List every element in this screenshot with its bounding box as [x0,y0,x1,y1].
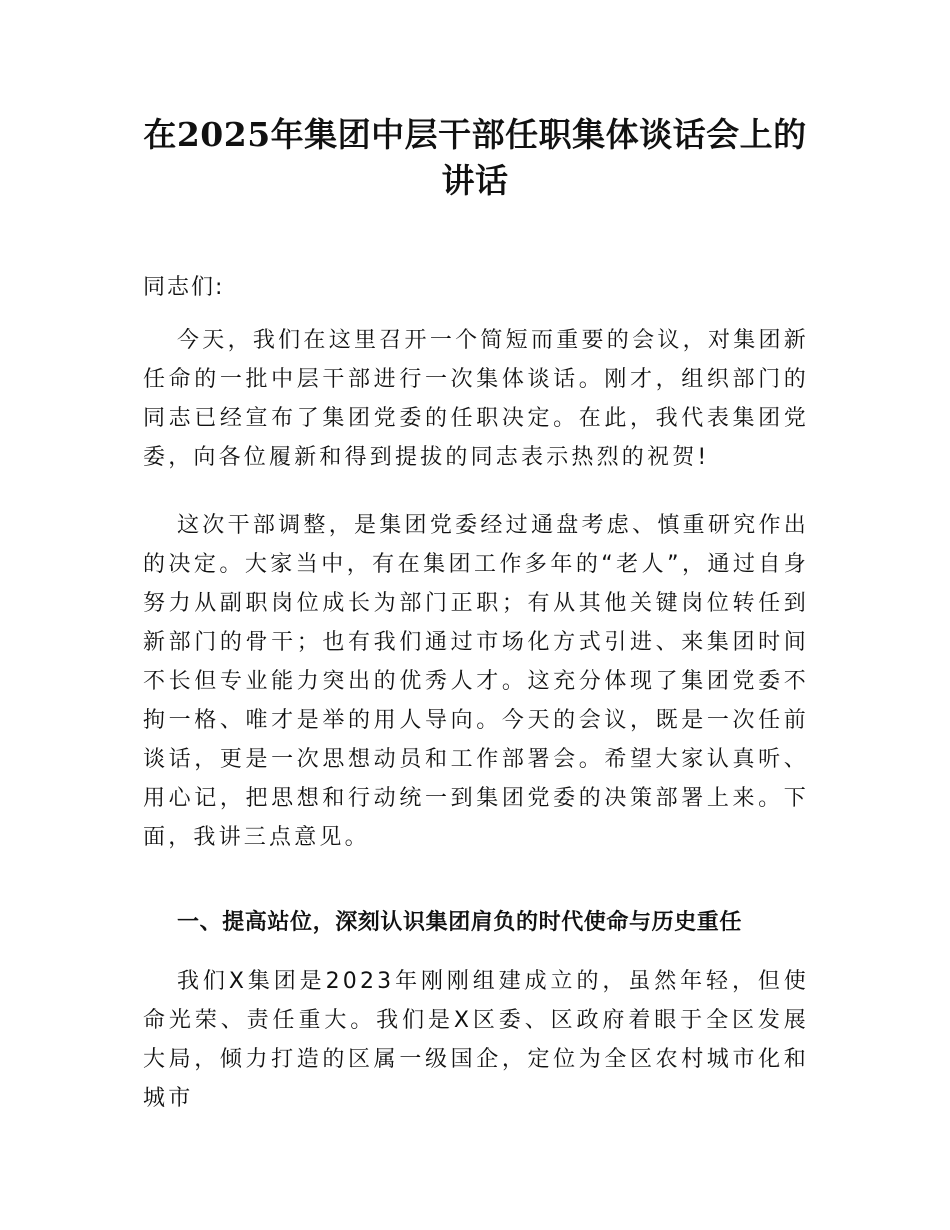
paragraph-opening: 今天，我们在这里召开一个简短而重要的会议，对集团新任命的一批中层干部进行一次集体谈话。刚才，组织部门的同志已经宣布了集团党委的任职决定。在此，我代表集团党委，向各位履新和得到提拔的同志表示热烈的祝贺! [143,328,809,470]
document-title-line-2: 讲话 [441,161,509,200]
paragraph-group-mission: 我们X集团是2023年刚刚组建成立的，虽然年轻，但使命光荣、责任重大。我们是X区委、区政府着眼于全区发展大局，倾力打造的区属一级国企，定位为全区农村城市化和城市 [143,969,809,1111]
paragraph-cadre-adjustment: 这次干部调整，是集团党委经过通盘考虑、慎重研究作出的决定。大家当中，有在集团工作多年的“老人”，通过自身努力从副职岗位成长为部门正职；有从其他关键岗位转任到新部门的骨干；也有我们通过市场化方式引进、来集团时间不长但专业能力突出的优秀人才。这充分体现了集团党委不拘一格、唯才是举的用人导向。今天的会议，既是一次任前谈话，更是一次思想动员和工作部署会。希望大家认真听、用心记，把思想和行动统一到集团党委的决策部署上来。下面，我讲三点意见。 [143,513,809,850]
salutation: 同志们: [143,275,225,300]
document-title [120,112,830,204]
document-title-line-1: 在2025年集团中层干部任职集体谈话会上的 [143,115,807,154]
section-heading-1: 一、提高站位，深刻认识集团肩负的时代使命与历史重任 [177,910,743,935]
